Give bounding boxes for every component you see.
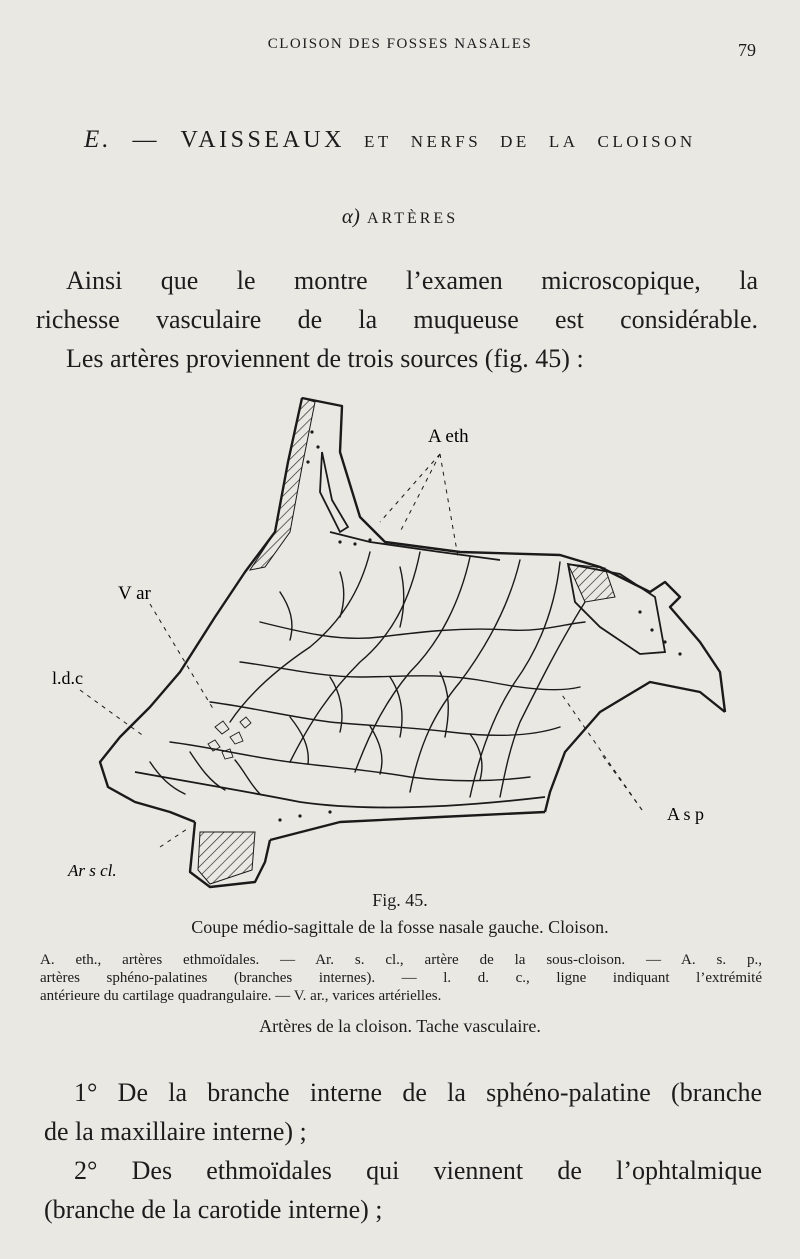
page-number: 79	[738, 40, 756, 60]
figure-title: Coupe médio-sagittale de la fosse nasale gauche. Cloison.	[191, 917, 609, 937]
paragraph-line: richesse vasculaire de la muqueuse est considérable.	[36, 305, 758, 334]
septum-outline	[100, 398, 725, 887]
section-title	[84, 126, 724, 154]
list-line: (branche de la carotide interne) ;	[44, 1195, 383, 1224]
label-ar-s-cl: Ar s cl.	[68, 861, 117, 880]
legend-line: artères sphéno-palatines (branches internes). — l. d. c., ligne indiquant l’extrémité	[40, 970, 762, 986]
list-line: 1° De la branche interne de la sphéno-palatine (branche	[74, 1078, 762, 1107]
section-title-word: DE	[500, 132, 530, 151]
inner-structures	[135, 452, 665, 807]
stippled-areas	[278, 430, 681, 821]
list-line: de la maxillaire interne) ;	[44, 1117, 307, 1146]
intro-paragraph	[36, 261, 758, 378]
legend-line: antérieure du cartilage quadrangulaire. — V. ar., varices artérielles.	[40, 988, 442, 1004]
list-paragraph	[44, 1073, 762, 1229]
figure-subtitle: Artères de la cloison. Tache vasculaire.	[259, 1016, 541, 1036]
label-v-ar: V ar	[118, 583, 151, 604]
section-title-word: LA	[548, 132, 579, 151]
section-title-word: VAISSEAUX	[180, 127, 345, 153]
subsection-title	[0, 204, 800, 229]
figure-number: Fig. 45.	[372, 890, 428, 910]
vascular-spot	[208, 717, 251, 759]
section-letter: E.	[84, 126, 112, 153]
subsection-label: ARTÈRES	[366, 210, 459, 227]
figure-legend	[40, 951, 762, 1005]
list-line: 2° Des ethmoïdales qui viennent de l’ophtalmique	[74, 1156, 762, 1185]
section-dash: —	[132, 127, 160, 153]
section-title-word: CLOISON	[597, 132, 696, 151]
leader-lines	[80, 454, 642, 847]
legend-line: A. eth., artères ethmoïdales. — Ar. s. cl., artère de la sous-cloison. — A. s. p.,	[40, 952, 762, 968]
label-l-d-c: l.d.c	[52, 668, 83, 688]
paragraph-line: Ainsi que le montre l’examen microscopique, la	[66, 266, 758, 295]
paragraph-line: Les artères proviennent de trois sources (fig. 45) :	[66, 344, 584, 373]
nasal-septum-figure	[40, 392, 760, 892]
running-head: CLOISON DES FOSSES NASALES	[267, 36, 533, 52]
artery-network	[150, 552, 585, 797]
section-title-word: ET	[363, 132, 392, 151]
section-title-word: NERFS	[410, 132, 482, 151]
subsection-greek: α)	[341, 204, 360, 228]
hatched-regions	[198, 398, 615, 884]
label-a-eth: A eth	[428, 426, 469, 447]
label-a-s-p: A s p	[667, 804, 705, 824]
